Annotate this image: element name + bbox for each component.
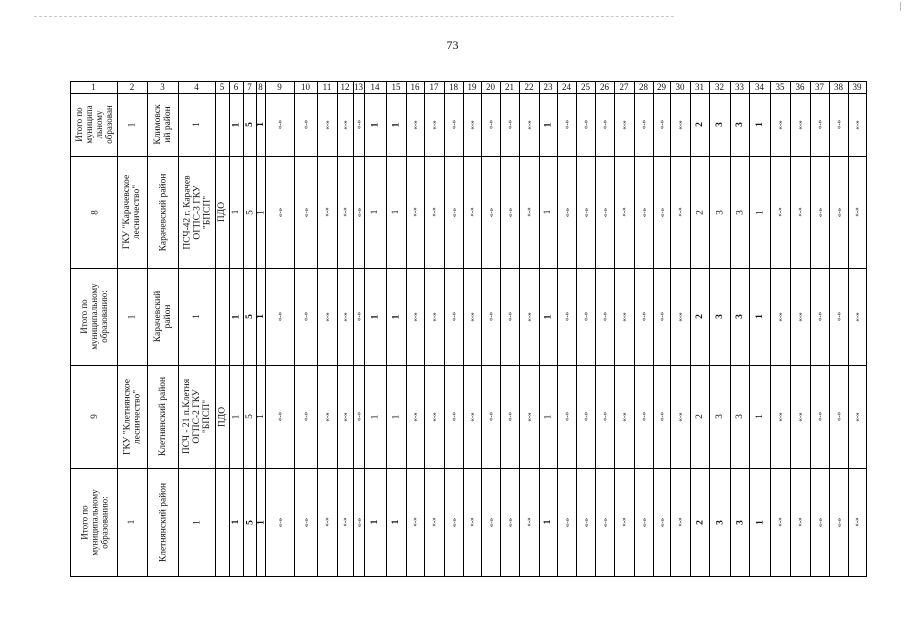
table-cell: 2 (694, 209, 705, 215)
table-cell: 2 (694, 122, 705, 127)
column-number: 19 (467, 82, 477, 92)
scan-edge-mark (900, 2, 901, 11)
column-number: 9 (277, 82, 282, 92)
column-number: 7 (247, 82, 252, 92)
table-cell: «-» (323, 119, 331, 130)
table-cell: «-» (468, 311, 476, 322)
unit-code-cell: ПДО (217, 406, 227, 427)
table-cell: «-» (505, 207, 514, 217)
table-cell: «-» (853, 311, 861, 322)
table-cell: «-» (505, 411, 514, 422)
table-cell: «-» (600, 119, 609, 130)
table-cell: Карачевский район (157, 173, 168, 251)
table-cell: «-» (620, 517, 628, 527)
column-number: 28 (639, 82, 648, 92)
table-cell: 1 (255, 209, 266, 215)
table-cell: Клетнянский район (157, 376, 168, 457)
column-number: 2 (129, 82, 135, 92)
column-number: 5 (219, 82, 225, 92)
table-cell: 1 (255, 519, 266, 525)
table-cell: 3 (714, 122, 725, 127)
table-cell: «-» (796, 207, 804, 217)
table-cell: «-» (676, 517, 684, 527)
column-number: 13 (354, 82, 363, 92)
column-number: 11 (322, 82, 332, 92)
table-cell: «-» (430, 411, 438, 422)
table-cell: «-» (776, 207, 784, 217)
table-cell: 1 (754, 122, 765, 127)
column-number: 39 (852, 82, 862, 92)
column-number: 1 (91, 82, 96, 92)
table-cell: «-» (639, 411, 648, 422)
table-hline (70, 268, 867, 269)
table-cell: 1 (255, 122, 266, 127)
table-cell: 1 (191, 519, 202, 525)
table-cell: 1 (255, 314, 266, 319)
table-cell: «-» (505, 311, 514, 322)
column-number: 32 (715, 82, 724, 92)
column-number: 24 (562, 82, 571, 92)
table-cell: «-» (341, 207, 349, 217)
table-cell: «-» (815, 517, 824, 527)
table-cell: 3 (734, 209, 745, 215)
unit-code-cell: ПДО (217, 201, 227, 223)
table-cell: «-» (620, 207, 628, 217)
table-cell: «-» (430, 517, 438, 527)
column-number: 33 (735, 82, 744, 92)
table-cell: «-» (676, 207, 684, 217)
column-number: 8 (258, 82, 263, 92)
table-cell: 5 (244, 209, 255, 215)
table-cell: «-» (341, 311, 349, 322)
table-cell: «-» (275, 207, 284, 217)
table-cell: 1 (191, 314, 202, 319)
table-cell: «-» (657, 119, 666, 130)
row-label-cell: 9 (88, 414, 99, 419)
column-number: 37 (815, 82, 824, 92)
table-cell: «-» (486, 311, 495, 322)
table-cell: 5 (244, 314, 255, 319)
table-cell: «-» (323, 517, 331, 527)
column-number: 10 (301, 82, 310, 92)
table-cell: «-» (505, 119, 514, 130)
table-cell: 1 (231, 314, 241, 319)
table-cell: «-» (411, 207, 419, 217)
row-label-cell: 8 (88, 209, 99, 215)
table-cell: ГКУ "Клетнянское лесничество" (122, 378, 142, 455)
table-cell: 3 (734, 314, 745, 319)
table-cell: «-» (411, 411, 419, 422)
table-cell: «-» (639, 119, 648, 130)
table-cell: «-» (776, 311, 784, 322)
column-number: 26 (600, 82, 609, 92)
table-cell: «-» (449, 207, 458, 217)
table-cell: «-» (815, 411, 824, 422)
table-cell: 1 (391, 209, 401, 215)
table-cell: 3 (714, 209, 725, 215)
table-cell: «-» (620, 311, 628, 322)
column-number: 30 (675, 82, 685, 92)
table-cell: 1 (370, 519, 380, 525)
column-number: 31 (695, 82, 704, 92)
table-cell: «-» (581, 119, 590, 130)
column-number: 16 (410, 82, 420, 92)
table-cell: «-» (354, 517, 363, 527)
table-cell: «-» (341, 119, 349, 130)
table-cell: «-» (449, 517, 458, 527)
table-cell: «-» (354, 207, 363, 217)
table-cell: 1 (191, 122, 202, 127)
table-cell: «-» (834, 311, 843, 322)
table-cell: «-» (853, 517, 861, 527)
table-cell: «-» (581, 311, 590, 322)
table-cell: «-» (815, 311, 824, 322)
table-cell: 5 (244, 414, 255, 419)
table-cell: «-» (834, 411, 843, 422)
table-cell: 1 (370, 414, 380, 419)
table-cell: 3 (714, 414, 725, 419)
column-number: 18 (449, 82, 458, 92)
table-cell: «-» (486, 119, 495, 130)
table-cell: «-» (525, 119, 533, 130)
table-cell: «-» (468, 411, 476, 422)
table-cell: 1 (754, 519, 765, 525)
table-cell: «-» (354, 311, 363, 322)
table-cell: «-» (411, 517, 419, 527)
table-cell: 1 (127, 122, 137, 127)
table-cell: 1 (231, 209, 241, 215)
table-cell: «-» (505, 517, 514, 527)
table-cell: «-» (581, 517, 590, 527)
table-cell: «-» (639, 517, 648, 527)
table-cell: «-» (657, 311, 666, 322)
table-cell: «-» (449, 311, 458, 322)
table-cell: «-» (341, 517, 349, 527)
table-cell: 5 (244, 122, 255, 127)
table-cell: Клетнянский район (157, 482, 168, 562)
column-number: 6 (233, 82, 239, 92)
table-cell: ПСЧ - 21 п.Клетня ОГПС-2 ГКУ "БПСП" (181, 378, 212, 455)
table-hline (70, 93, 867, 94)
table-cell: «-» (562, 517, 571, 527)
table-cell: 1 (543, 519, 553, 525)
table-cell: «-» (525, 207, 533, 217)
table-cell: 1 (370, 314, 380, 319)
table-cell: 1 (543, 414, 553, 419)
table-cell: «-» (562, 411, 571, 422)
table-cell: «-» (562, 207, 571, 217)
table-cell: «-» (639, 207, 648, 217)
table-cell: 3 (714, 314, 725, 319)
column-number: 36 (795, 82, 805, 92)
table-hline (70, 365, 867, 366)
table-cell: «-» (853, 207, 861, 217)
table-cell: «-» (430, 311, 438, 322)
table-cell: 1 (127, 314, 137, 319)
table-cell: 5 (244, 519, 255, 525)
table-cell: Карачевский район (152, 290, 173, 343)
table-cell: «-» (275, 411, 284, 422)
table-cell: «-» (620, 119, 628, 130)
column-number: 17 (429, 82, 439, 92)
table-cell: «-» (581, 207, 590, 217)
table-cell: «-» (657, 411, 666, 422)
table-cell: «-» (776, 411, 784, 422)
table-cell: «-» (600, 311, 609, 322)
table-cell: «-» (301, 119, 310, 130)
scan-artifact-line (34, 16, 674, 17)
table-cell: «-» (354, 411, 363, 422)
table-cell: 1 (391, 314, 401, 319)
table-cell: 1 (370, 122, 380, 127)
table-cell: «-» (834, 207, 843, 217)
table-cell: 1 (391, 414, 401, 419)
table-cell: «-» (600, 207, 609, 217)
table-cell: «-» (301, 207, 310, 217)
column-number: 20 (486, 82, 495, 92)
table-cell: «-» (815, 119, 824, 130)
column-number: 21 (505, 82, 514, 92)
table-cell: «-» (853, 411, 861, 422)
table-cell: 3 (714, 519, 725, 525)
table-cell: «-» (562, 311, 571, 322)
table-cell: «-» (834, 119, 843, 130)
row-label-cell: Итого по муниципальному образованию: (78, 488, 109, 556)
table-cell: «-» (676, 311, 684, 322)
table-cell: ГКУ "Карачевское лесничество" (122, 174, 142, 250)
table-cell: «-» (411, 119, 419, 130)
table-cell: 2 (694, 519, 705, 525)
table-cell: «-» (275, 311, 284, 322)
table-cell: 3 (734, 414, 745, 419)
table-cell: «-» (815, 207, 824, 217)
column-number: 27 (619, 82, 629, 92)
column-number: 12 (340, 82, 350, 92)
table-cell: «-» (639, 311, 648, 322)
table-cell: «-» (620, 411, 628, 422)
table-cell: 1 (127, 519, 137, 525)
table-cell: «-» (301, 517, 310, 527)
table-cell: 2 (694, 414, 705, 419)
table-cell: 3 (734, 519, 745, 525)
table-cell: «-» (486, 517, 495, 527)
table-cell: 2 (694, 314, 705, 319)
table-cell: «-» (796, 517, 804, 527)
table-cell: «-» (449, 119, 458, 130)
table-cell: 1 (543, 122, 553, 127)
table-cell: Климовск ий район (152, 104, 173, 145)
column-number: 14 (370, 82, 380, 92)
table-cell: «-» (323, 311, 331, 322)
table-cell: «-» (275, 517, 284, 527)
table-cell: «-» (468, 119, 476, 130)
column-number: 15 (391, 82, 401, 92)
table-cell: «-» (411, 311, 419, 322)
table-cell: «-» (581, 411, 590, 422)
table-cell: «-» (354, 119, 363, 130)
table-cell: «-» (449, 411, 458, 422)
table-cell: «-» (468, 517, 476, 527)
table-cell: «-» (657, 207, 666, 217)
table-cell: «-» (323, 207, 331, 217)
table-cell: 1 (543, 314, 553, 319)
table-cell: 1 (231, 122, 241, 127)
table-cell: «-» (341, 411, 349, 422)
table-cell: «-» (796, 311, 804, 322)
table-cell: «-» (676, 411, 684, 422)
table-cell: «-» (525, 517, 533, 527)
column-number: 29 (657, 82, 666, 92)
table-cell: «-» (486, 207, 495, 217)
table-cell: 1 (754, 414, 765, 419)
column-number: 3 (160, 82, 165, 92)
page-number: 73 (446, 38, 459, 52)
table-cell: «-» (430, 207, 438, 217)
table-cell: 1 (231, 519, 241, 525)
table-cell: «-» (776, 119, 784, 130)
table-hline (70, 576, 867, 577)
column-number: 34 (755, 82, 764, 92)
column-number: 22 (524, 82, 534, 92)
table-cell: «-» (486, 411, 495, 422)
table-cell: «-» (796, 119, 804, 130)
column-number: 35 (775, 82, 785, 92)
table-cell: ПСЧ-42 г. Карачев ОГПС-3 ГКУ "БПСП" (181, 174, 212, 250)
table-cell: «-» (562, 119, 571, 130)
table-cell: 1 (391, 519, 401, 525)
table-cell: 1 (754, 314, 765, 319)
column-number: 38 (834, 82, 843, 92)
table-cell: 1 (754, 209, 765, 215)
table-cell: «-» (796, 411, 804, 422)
table-cell: 1 (391, 122, 401, 127)
table-cell: «-» (275, 119, 284, 130)
table-cell: «-» (323, 411, 331, 422)
table-cell: «-» (468, 207, 476, 217)
table-cell: «-» (853, 119, 861, 130)
column-number: 4 (194, 82, 199, 92)
table-hline (70, 156, 867, 157)
table-cell: 1 (543, 209, 553, 215)
column-number: 23 (543, 82, 553, 92)
table-hline (70, 468, 867, 469)
table-cell: «-» (676, 119, 684, 130)
table-cell: «-» (525, 411, 533, 422)
table-cell: «-» (430, 119, 438, 130)
table-cell: 1 (231, 414, 241, 419)
table-cell: «-» (776, 517, 784, 527)
column-number: 25 (581, 82, 590, 92)
table-cell: «-» (301, 311, 310, 322)
table-cell: 1 (255, 414, 266, 419)
row-label-cell: Итого по муниципальному образованию: (78, 283, 109, 350)
row-label-cell: Итого по муниципа льному образован (73, 105, 114, 144)
table-cell: «-» (834, 517, 843, 527)
table-cell: «-» (525, 311, 533, 322)
table-cell: 1 (370, 209, 380, 215)
table-cell: «-» (657, 517, 666, 527)
table-cell: 3 (734, 122, 745, 127)
table-cell: «-» (600, 411, 609, 422)
table-cell: «-» (301, 411, 310, 422)
table-cell: «-» (600, 517, 609, 527)
